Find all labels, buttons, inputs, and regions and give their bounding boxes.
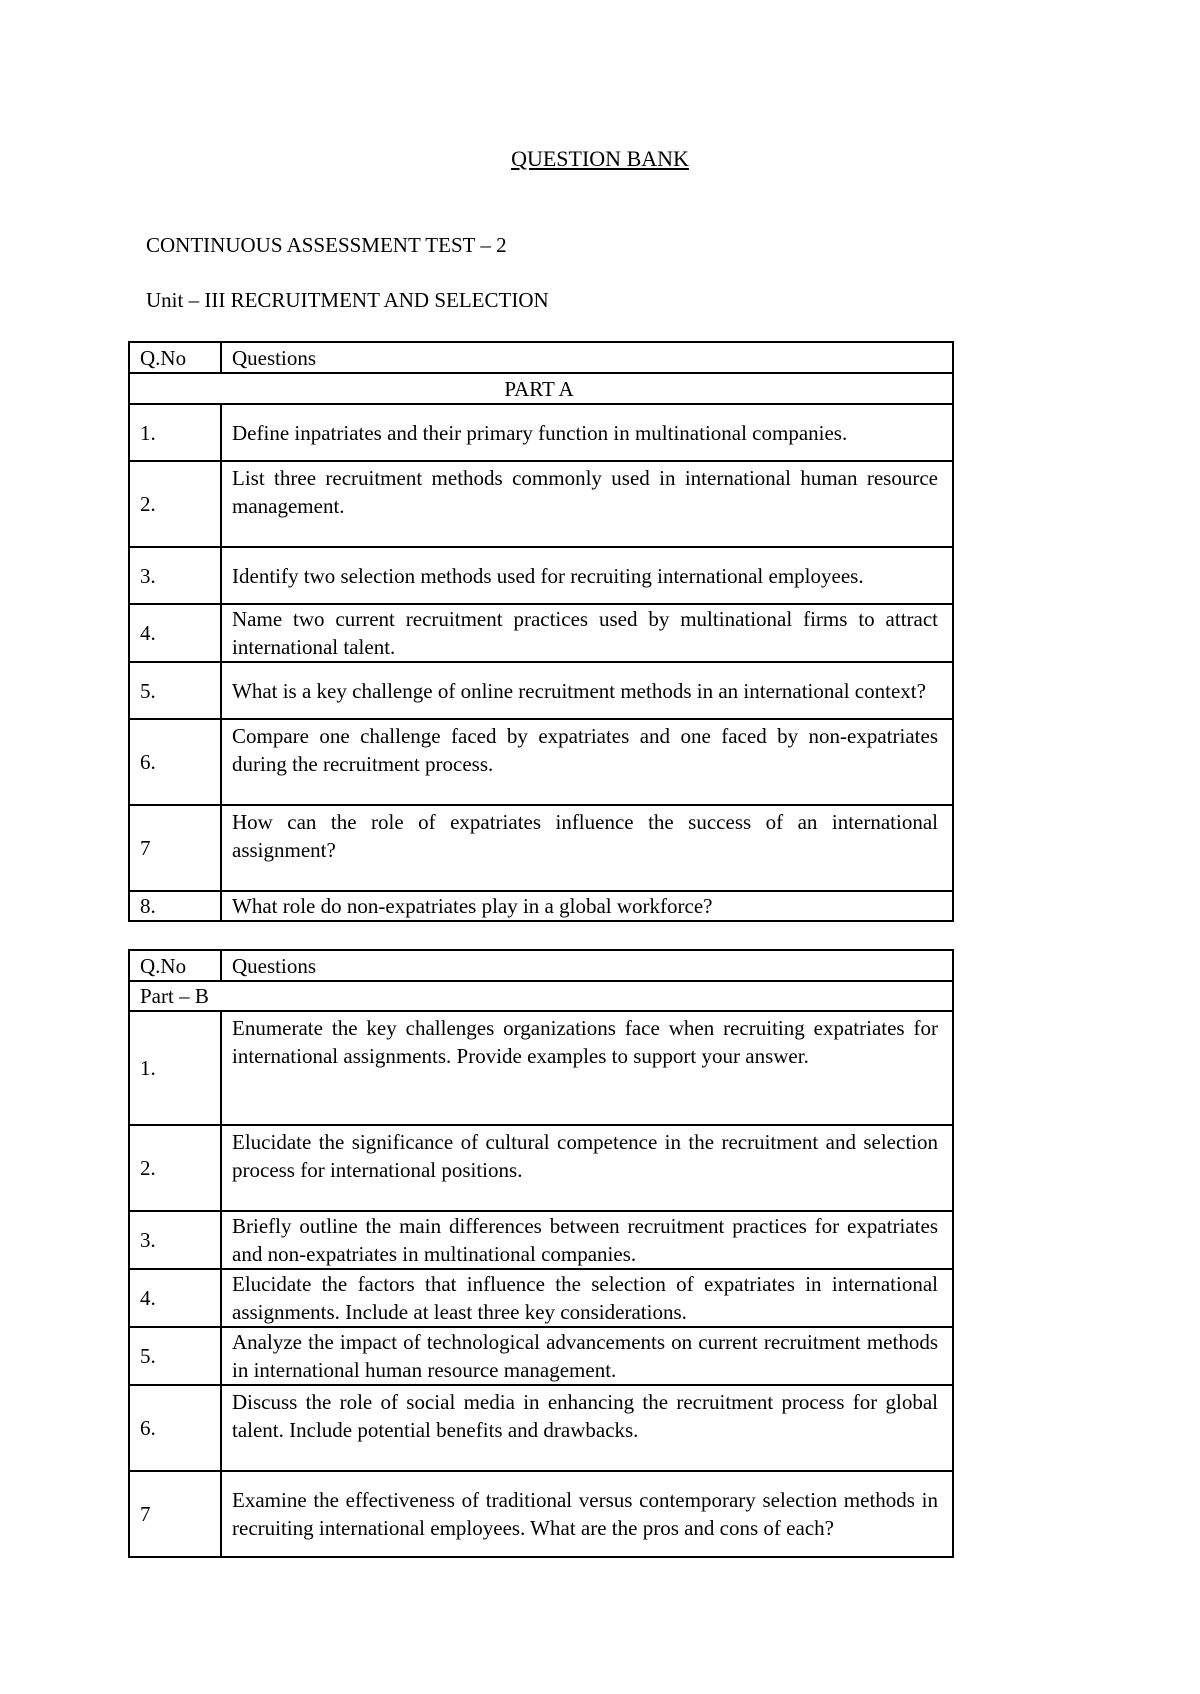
- question-text: Identify two selection methods used for recruiting international employees.: [221, 547, 953, 604]
- table-header-row: [129, 950, 953, 981]
- question-text: Discuss the role of social media in enhancing the recruitment process for global talent. Include potential benefits and drawbacks.: [221, 1385, 953, 1471]
- table-row: [129, 604, 953, 662]
- table-row: [129, 1011, 953, 1125]
- table-row: [129, 547, 953, 604]
- qno-header: Q.No: [129, 950, 221, 981]
- question-text: Elucidate the significance of cultural competence in the recruitment and selection process for international positions.: [221, 1125, 953, 1211]
- question-text: How can the role of expatriates influence the success of an international assignment?: [221, 805, 953, 891]
- table-row: [129, 1125, 953, 1211]
- question-number: 7: [129, 805, 221, 891]
- question-number: 2.: [129, 1125, 221, 1211]
- test-title: CONTINUOUS ASSESSMENT TEST – 2: [146, 233, 507, 257]
- question-text: Briefly outline the main differences between recruitment practices for expatriates and non-expatriates in multinational companies.: [221, 1211, 953, 1269]
- question-text: Enumerate the key challenges organizations face when recruiting expatriates for international assignments. Provide examples to support your answer.: [221, 1011, 953, 1125]
- table-row: [129, 404, 953, 461]
- table-row: [129, 891, 953, 921]
- question-number: 3.: [129, 1211, 221, 1269]
- question-number: 6.: [129, 1385, 221, 1471]
- question-number: 7: [129, 1471, 221, 1557]
- part-b-label: Part – B: [129, 981, 953, 1011]
- question-text: Compare one challenge faced by expatriates and one faced by non-expatriates during the recruitment process.: [221, 719, 953, 805]
- question-text: What is a key challenge of online recruitment methods in an international context?: [221, 662, 953, 719]
- table-row: [129, 1327, 953, 1385]
- table-row: [129, 1211, 953, 1269]
- question-number: 5.: [129, 1327, 221, 1385]
- question-number: 2.: [129, 461, 221, 547]
- table-header-row: [129, 342, 953, 373]
- question-text: Analyze the impact of technological advancements on current recruitment methods in international human resource management.: [221, 1327, 953, 1385]
- question-number: 1.: [129, 404, 221, 461]
- table-row: [129, 1385, 953, 1471]
- questions-header: Questions: [221, 950, 953, 981]
- table-row: [129, 719, 953, 805]
- table-row: [129, 805, 953, 891]
- part-a-label: PART A: [129, 373, 953, 404]
- question-text: List three recruitment methods commonly used in international human resource management.: [221, 461, 953, 547]
- question-number: 6.: [129, 719, 221, 805]
- question-number: 8.: [129, 891, 221, 921]
- table-row: [129, 1269, 953, 1327]
- qno-header: Q.No: [129, 342, 221, 373]
- question-number: 4.: [129, 1269, 221, 1327]
- table-row: [129, 662, 953, 719]
- question-text: Elucidate the factors that influence the selection of expatriates in international assignments. Include at least three key considerations.: [221, 1269, 953, 1327]
- question-text: Examine the effectiveness of traditional versus contemporary selection methods in recruiting international employees. What are the pros and cons of each?: [221, 1471, 953, 1557]
- question-text: What role do non-expatriates play in a global workforce?: [221, 891, 953, 921]
- question-text: Name two current recruitment practices used by multinational firms to attract international talent.: [221, 604, 953, 662]
- question-number: 1.: [129, 1011, 221, 1125]
- table-row: [129, 461, 953, 547]
- question-text: Define inpatriates and their primary function in multinational companies.: [221, 404, 953, 461]
- question-number: 3.: [129, 547, 221, 604]
- table-row: [129, 1471, 953, 1557]
- part-a-table: [128, 341, 954, 922]
- part-b-table: [128, 949, 954, 1558]
- unit-title: Unit – III RECRUITMENT AND SELECTION: [146, 288, 549, 312]
- question-number: 4.: [129, 604, 221, 662]
- question-number: 5.: [129, 662, 221, 719]
- part-label-row: [129, 373, 953, 404]
- questions-header: Questions: [221, 342, 953, 373]
- part-label-row: [129, 981, 953, 1011]
- page-title: QUESTION BANK: [511, 146, 689, 171]
